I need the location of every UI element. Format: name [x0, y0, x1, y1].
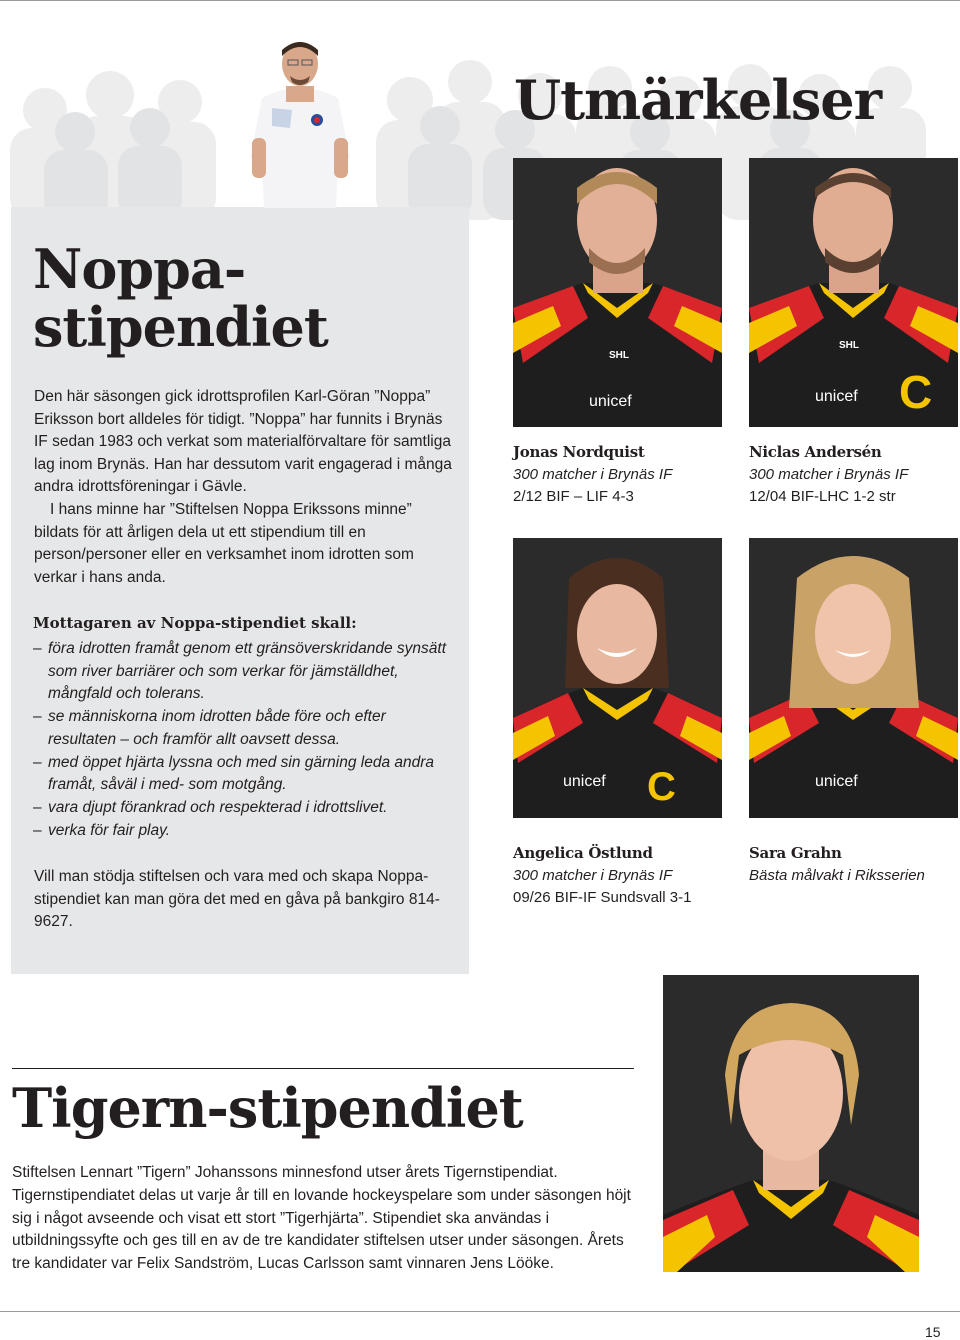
sponsor-label: unicef — [815, 773, 858, 790]
requirements-list — [33, 638, 453, 842]
noppa-title-line1: Noppa- — [33, 237, 246, 301]
list-item: – verka för fair play. — [33, 820, 453, 843]
player-photo-angelica — [513, 538, 722, 818]
page-heading: Utmärkelser — [514, 68, 882, 132]
player-stat: 300 matcher i Brynäs IF — [513, 465, 673, 483]
noppa-title — [33, 237, 328, 359]
requirements-title: Mottagaren av Noppa-stipendiet skall: — [33, 614, 357, 632]
noppa-para2: I hans minne har ”Stiftelsen Noppa Erikssons minne” bildats för att årligen dela ut ett stipendium till en person/personer eller en verksamhet inom idrotten som verkar i hans anda. — [34, 500, 414, 586]
captain-letter: C — [647, 765, 676, 809]
player-photo-jonas — [513, 158, 722, 427]
player-match: 2/12 BIF – LIF 4-3 — [513, 488, 634, 506]
league-label: SHL — [839, 340, 859, 351]
list-item: – vara djupt förankrad och respekterad i idrottslivet. — [33, 797, 453, 820]
player-caption — [749, 842, 959, 887]
noppa-intro — [34, 386, 454, 589]
league-label: SHL — [609, 350, 629, 361]
player-caption — [513, 441, 723, 509]
player-stat: Bästa målvakt i Riksserien — [749, 866, 925, 884]
support-text: Vill man stödja stiftelsen och vara med och skapa Noppa-stipendiet kan man göra det med en gåva på bankgiro 814-9627. — [34, 868, 440, 931]
player-stat: 300 matcher i Brynäs IF — [513, 866, 673, 884]
player-caption — [513, 842, 723, 910]
player-match: 12/04 BIF-LHC 1-2 str — [749, 488, 896, 506]
player-photo-sara — [749, 538, 958, 818]
tigern-winner-photo — [663, 975, 919, 1272]
page-number: 15 — [925, 1324, 941, 1340]
footer-rule — [0, 1311, 960, 1312]
sponsor-label: unicef — [815, 388, 858, 405]
top-rule — [0, 0, 960, 1]
player-caption — [749, 441, 959, 509]
list-item: – med öppet hjärta lyssna och med sin gärning leda andra framåt, såväl i med- som motgång. — [33, 752, 453, 797]
player-name: Niclas Andersén — [749, 443, 882, 461]
noppa-title-line2: stipendiet — [33, 295, 328, 359]
section-divider — [12, 1068, 634, 1069]
tigern-title: Tigern-stipendiet — [12, 1076, 523, 1140]
coach-photo — [242, 38, 358, 208]
sponsor-label: unicef — [589, 393, 632, 410]
noppa-para1: Den här säsongen gick idrottsprofilen Karl-Göran ”Noppa” Eriksson bort alldeles för tidigt. ”Noppa” har funnits i Brynäs IF sedan 1983 och verkat som materialförvaltare för samtliga lag inom Brynäs. Han har dessutom varit engagerad i många andra idrottsföreningar i Gävle. — [34, 388, 452, 496]
sponsor-label: unicef — [563, 773, 606, 790]
list-item: – se människorna inom idrotten både före och efter resultaten – och framför allt oavsett dessa. — [33, 706, 453, 751]
player-name: Angelica Östlund — [513, 844, 653, 862]
player-name: Jonas Nordquist — [513, 443, 645, 461]
list-item: – föra idrotten framåt genom ett gränsöverskridande synsätt som river barriärer och som verkar för jämställdhet, mångfald och tolerans. — [33, 638, 453, 706]
player-match: 09/26 BIF-IF Sundsvall 3-1 — [513, 889, 692, 907]
tigern-text: Stiftelsen Lennart ”Tigern” Johanssons minnesfond utser årets Tigernstipendiat. Tigernstipendiatet delas ut varje år till en lovande hockeyspelare som under säsongen höjt sig i något avseende och visat ett stort ”Tigerhjärta”. Stipendiet ska användas i utbildningssyfte och ges till en av de tre kandidater stiftelsen utser under säsongen. Årets tre kandidater var Felix Sandström, Lucas Carlsson samt vinnaren Jens Lööke. — [12, 1164, 631, 1273]
player-photo-niclas — [749, 158, 958, 427]
player-name: Sara Grahn — [749, 844, 842, 862]
captain-letter: C — [899, 366, 933, 418]
player-stat: 300 matcher i Brynäs IF — [749, 465, 909, 483]
